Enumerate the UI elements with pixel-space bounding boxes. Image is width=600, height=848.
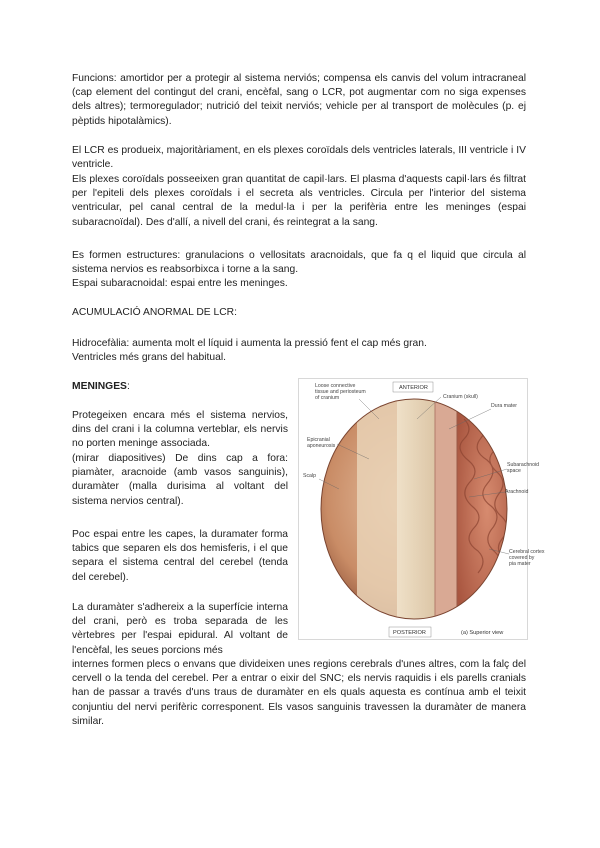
paragraph-duramater-full: internes formen plecs o envans que divideixen unes regions cerebrals d'unes altres, com la falç del cervell o la tenda del cerebel. Per a entrar o eixir del SNC; els nervis raquidis i els parells cranials han de passar a través d'uns traus de duramàter en els quals aquesta es contínua amb el teixit conjuntiu del nervi perifèric corresponent. Els vasos sanguinis travessen la duramàter de manera similar. [72,659,526,727]
label-cranium: Cranium (skull) [443,394,478,400]
label-posterior: POSTERIOR [393,630,426,636]
paragraph-poc-espai: Poc espai entre les capes, la duramater forma tabics que separen els dos hemisferis, i el que separa el sistema central del cerebel (tenda del cerebel). [72,529,288,583]
paragraph-plexes: Els plexes coroïdals posseeixen gran quantitat de capil·lars. El plasma d'aquests capil·lars és filtrat per l'epiteli dels plexes coroïdals i el secreta als ventricles. Circula per l'interior del sistema ventricular, pel canal central de la medul·la i per la perifèria entre les meninges (espai subaracnoïdal). Des d'allí, a nivell del crani, és reintegrat a la sang. [72,174,526,228]
paragraph-ventricles: Ventricles més grans del habitual. [72,352,226,363]
label-epicranial-2: aponeurosis [307,443,336,449]
label-cerebral-cortex-2: covered by [509,555,535,561]
label-subarachnoid-2: space [507,468,521,474]
label-dura-mater: Dura mater [491,403,517,409]
label-arachnoid: Arachnoid [505,489,529,495]
label-scalp: Scalp [303,473,316,479]
meninges-figure [298,378,545,640]
dura-layer [435,389,457,629]
figure-caption: (a) Superior view [461,630,504,636]
label-loose-connective-2: tissue and periosteum [315,389,366,395]
label-epicranial: Epicranial [307,437,330,443]
label-subarachnoid: Subarachnoid [507,462,540,468]
meninges-title: MENINGES [72,381,127,392]
meninges-colon: : [126,381,130,392]
cortex-layer [457,389,517,629]
paragraph-lcr-production: El LCR es produeix, majoritàriament, en els plexes coroïdals dels ventricles laterals, III ventricle i IV ventricle. [72,145,526,171]
paragraph-mirar: (mirar diapositives) De dins cap a fora: piamàter, aracnoide (amb vasos sanguinis), duramàter (malla durisima al voltant del sistema nervios central). [72,453,288,507]
label-cerebral-cortex-3: pia mater [509,561,531,567]
paragraph-estructures: Es formen estructures: granulacions o vellositats aracnoidals, que fa q el liquid que circula al sistema nervios es reabsorbixca i torne a la sang. [72,250,526,276]
label-loose-connective-3: of cranium [315,395,340,401]
heading-acumulacio: ACUMULACIÓ ANORMAL DE LCR: [72,307,237,318]
paragraph-duramater-column: La duramàter s'adhereix a la superfície interna del crani, però es troba separada de les vèrtebres per l'espai epidural. Al voltant de l'encèfal, les seues porcions més [72,602,288,656]
label-anterior: ANTERIOR [399,385,428,391]
epicranial-layer [357,389,397,629]
paragraph-protegeixen: Protegeixen encara més el sistema nervios, dins del crani i la columna verteblar, els nervis no porten meninge associada. [72,410,288,450]
paragraph-funcions: Funcions: amortidor per a protegir al sistema nerviós; compensa els canvis del volum intracraneal (cap element del contingut del crani, encèfal, sang o LCR, pot augmentar com no siga expenses dels altres); termoregulador; nutrició del teixit nerviós; vehicle per al transport de molècules (p. ej pèptids hipotalàmics). [72,73,526,127]
label-loose-connective: Loose connective [315,383,356,389]
cranium-layer [397,389,435,629]
head-superior-view-illustration [299,379,545,641]
paragraph-hidrocefalia: Hidrocefàlia: aumenta molt el líquid i aumenta la pressió fent el cap més gran. [72,338,427,349]
paragraph-espai: Espai subaracnoidal: espai entre les meninges. [72,278,288,289]
label-cerebral-cortex: Cerebral cortex [509,549,545,555]
